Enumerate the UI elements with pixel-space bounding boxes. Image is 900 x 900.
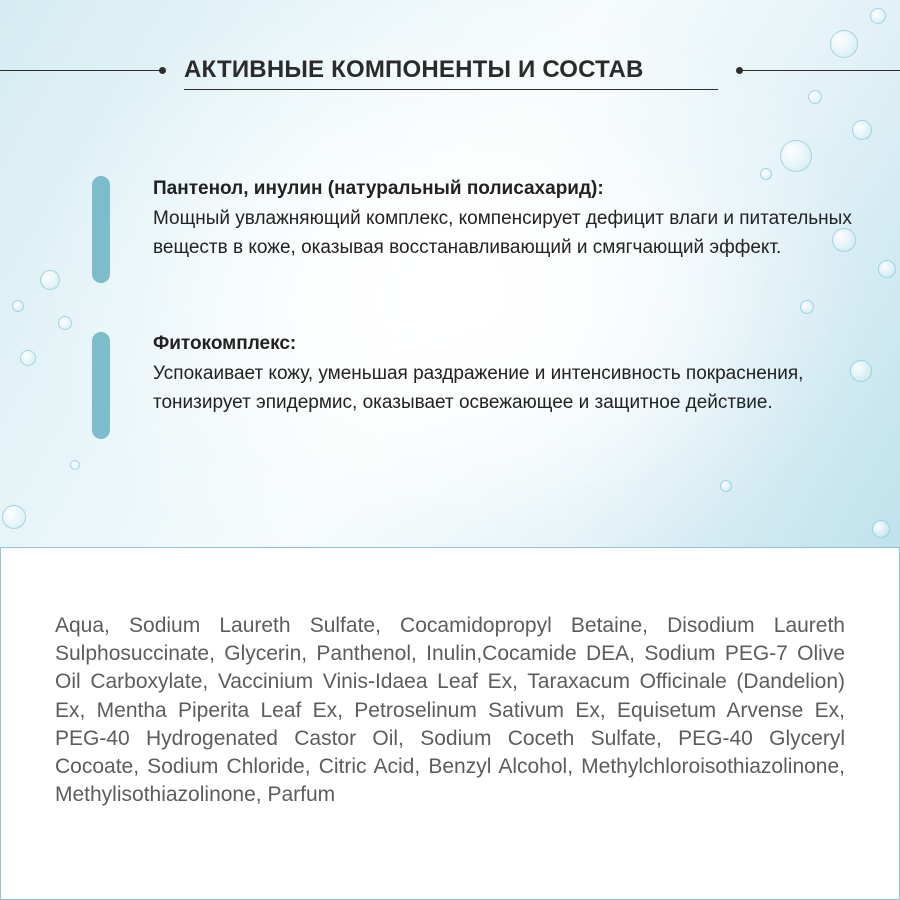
header-divider-left — [0, 70, 162, 71]
bubble-decoration — [800, 300, 814, 314]
component-title: Фитокомплекс: — [153, 333, 297, 354]
bubble-decoration — [2, 505, 26, 529]
bubble-decoration — [872, 520, 890, 538]
bubble-decoration — [878, 260, 896, 278]
ingredients-list: Aqua, Sodium Laureth Sulfate, Cocamidopropyl Betaine, Disodium Laureth Sulphosuccinate, Glycerin, Panthenol, Inulin,Cocamide DEA, Sodium PEG-7 Olive Oil Carboxylate, Vaccinium Vinis-Idaea Leaf Ex, Taraxacum Officinale (Dandelion) Ex, Mentha Piperita Leaf Ex, Petroselinum Sativum Ex, Equisetum Arvense Ex, PEG-40 Hydrogenated Castor Oil, Sodium Coceth Sulfate, PEG-40 Glyceryl Cocoate, Sodium Chloride, Citric Acid, Benzyl Alcohol, Methylchloroisothiazolinone, Methylisothiazolinone, Parfum — [55, 614, 845, 807]
component-panthenol-inulin — [153, 174, 873, 263]
bubble-decoration — [720, 480, 732, 492]
component-accent-bar — [92, 332, 110, 439]
bubble-decoration — [852, 120, 872, 140]
bubble-decoration — [830, 30, 858, 58]
component-title: Пантенол, инулин (натуральный полисахарид): — [153, 178, 604, 199]
bubble-decoration — [780, 140, 812, 172]
bubble-decoration — [870, 8, 886, 24]
component-phytocomplex — [153, 329, 873, 418]
bubble-decoration — [808, 90, 822, 104]
header-divider-right — [740, 70, 900, 71]
component-accent-bar — [92, 176, 110, 283]
bubble-decoration — [40, 270, 60, 290]
title-underline — [184, 89, 718, 90]
page-title: АКТИВНЫЕ КОМПОНЕНТЫ И СОСТАВ — [184, 56, 644, 83]
bubble-decoration — [58, 316, 72, 330]
header-divider-dot-left — [159, 67, 166, 74]
bubble-decoration — [12, 300, 24, 312]
bubble-decoration — [70, 460, 80, 470]
bubble-decoration — [20, 350, 36, 366]
component-description: Мощный увлажняющий комплекс, компенсирует дефицит влаги и питательных веществ в коже, оказывая восстанавливающий и смягчающий эффект. — [153, 207, 852, 258]
component-description: Успокаивает кожу, уменьшая раздражение и интенсивность покраснения, тонизирует эпидермис, оказывает освежающее и защитное действие. — [153, 362, 804, 413]
